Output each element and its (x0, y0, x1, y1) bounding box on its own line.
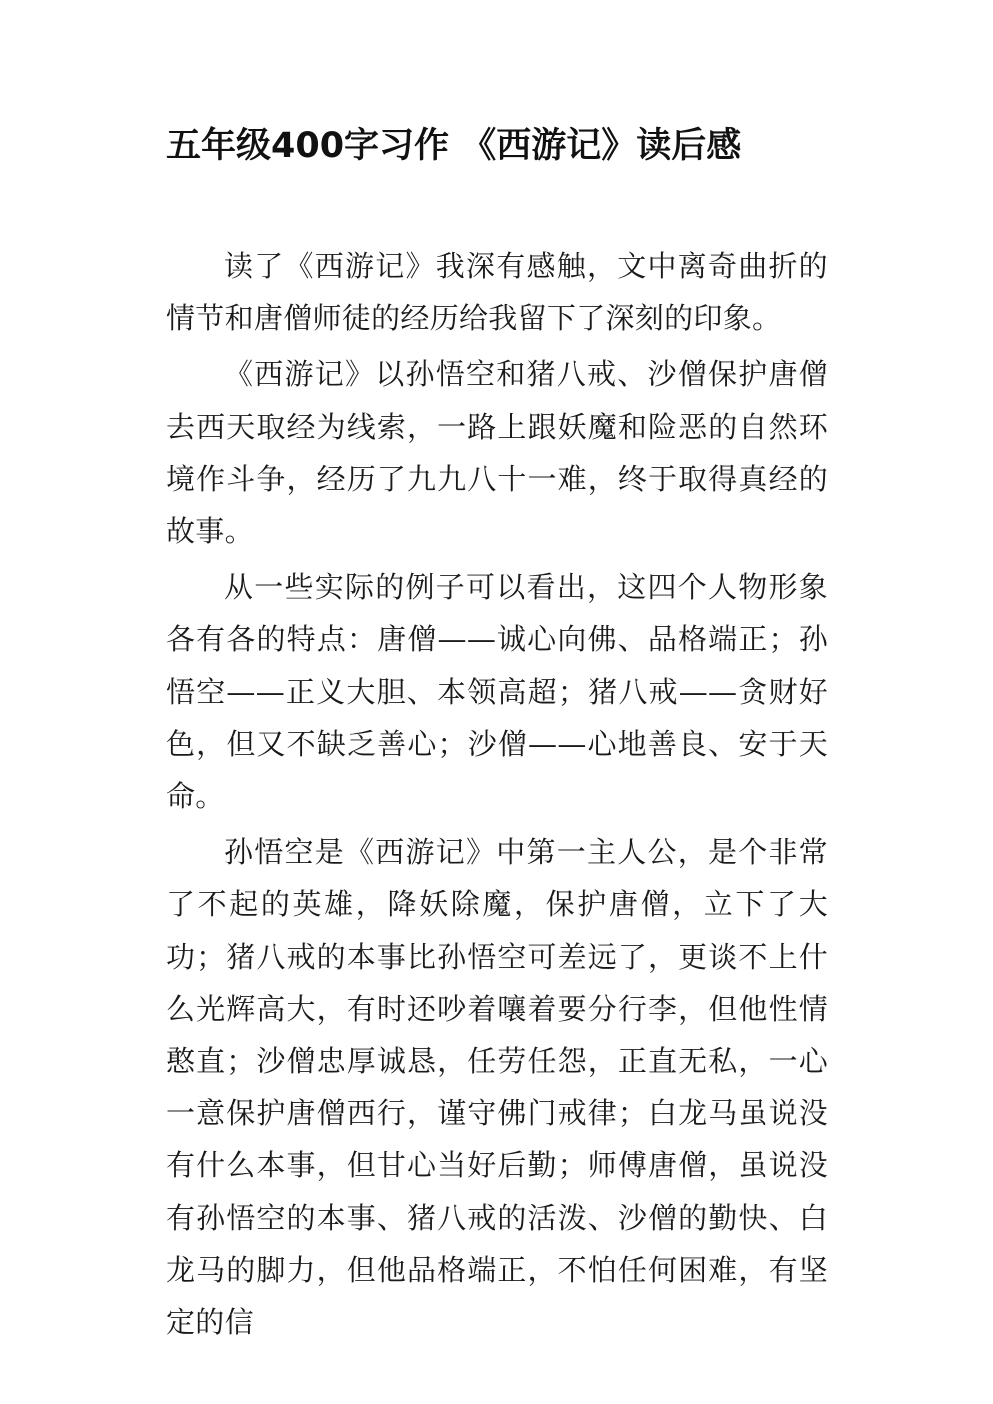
paragraph-4: 孙悟空是《西游记》中第一主人公，是个非常了不起的英雄，降妖除魔，保护唐僧，立下了大功；猪八戒的本事比孙悟空可差远了，更谈不上什么光辉高大，有时还吵着嚷着要分行李，但他性情憨直；沙僧忠厚诚恳，任劳任怨，正直无私，一心一意保护唐僧西行，谨守佛门戒律；白龙马虽说没有什么本事，但甘心当好后勤；师傅唐僧，虽说没有孙悟空的本事、猪八戒的活泼、沙僧的勤快、白龙马的脚力，但他品格端正，不怕任何困难，有坚定的信 (166, 835, 828, 1340)
document-body (166, 240, 828, 1348)
paragraph-1: 读了《西游记》我深有感触，文中离奇曲折的情节和唐僧师徒的经历给我留下了深刻的印象。 (166, 249, 828, 336)
paragraph-3: 从一些实际的例子可以看出，这四个人物形象各有各的特点：唐僧——诚心向佛、品格端正；孙悟空——正义大胆、本领高超；猪八戒——贪财好色，但又不缺乏善心；沙僧——心地善良、安于天命。 (166, 570, 828, 814)
page-title: 五年级400字习作 《西游记》读后感 (166, 126, 742, 166)
paragraph-2: 《西游记》以孙悟空和猪八戒、沙僧保护唐僧去西天取经为线索，一路上跟妖魔和险恶的自然环境作斗争，经历了九九八十一难，终于取得真经的故事。 (166, 357, 828, 549)
